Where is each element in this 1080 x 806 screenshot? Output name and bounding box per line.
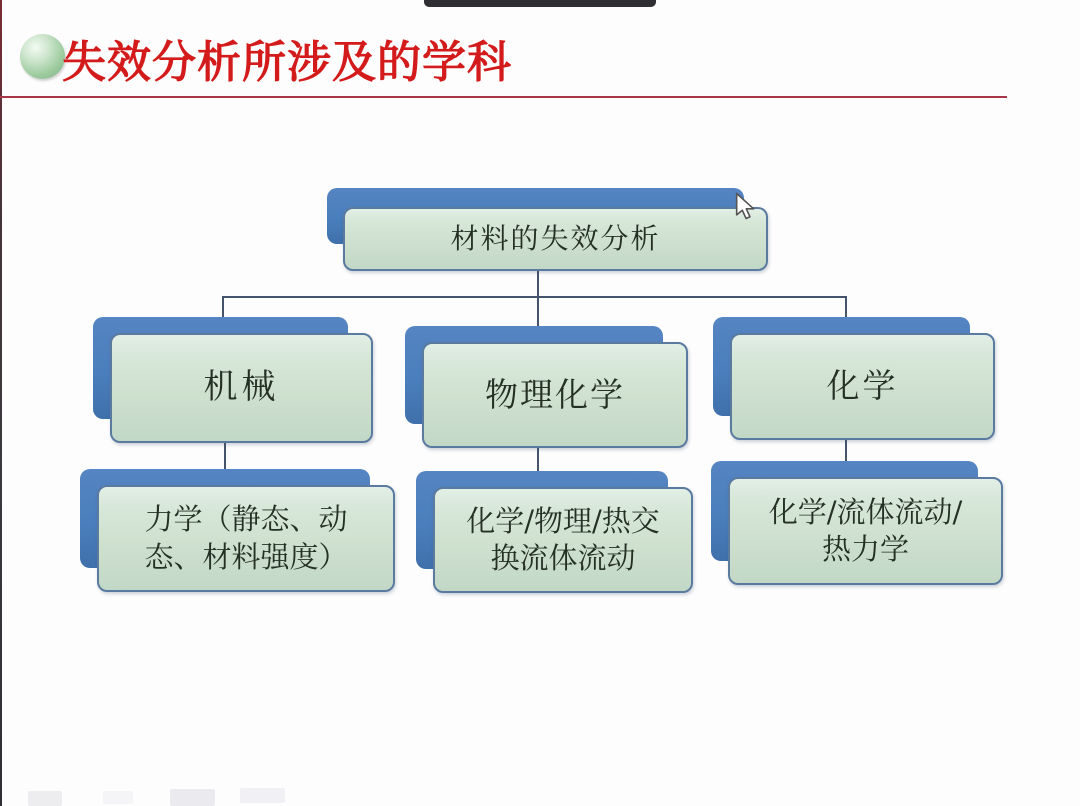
window-top-bar: [424, 0, 656, 7]
bottom-artifact: [170, 789, 215, 806]
sphere-bullet-icon: [20, 34, 65, 79]
node-face: [97, 485, 395, 592]
node-label: 物理化学: [485, 374, 625, 414]
node-face: [422, 342, 688, 448]
node-label: 热力学: [821, 532, 909, 566]
node-face: [343, 207, 768, 271]
connector-mechanical-child: [224, 441, 226, 471]
node-label: 化学/流体流动/: [768, 494, 963, 529]
node-label: 换流体流动: [490, 541, 636, 575]
node-chemistry: [730, 333, 995, 440]
node-chem-fluid-thermo: [728, 477, 1003, 585]
bottom-artifact: [28, 791, 62, 806]
bottom-artifact: [240, 788, 285, 803]
node-label: 材料的失效分析: [450, 222, 661, 256]
node-chem-phys-heat: [433, 487, 693, 593]
node-face: [433, 487, 693, 593]
node-physical-chemistry: [422, 342, 688, 448]
node-face: [730, 333, 995, 440]
connector-root-stem: [537, 271, 539, 298]
node-label: 态、材料强度）: [144, 539, 348, 574]
node-face: [110, 333, 373, 443]
bottom-artifact: [103, 791, 133, 804]
connector-horizontal-bar: [222, 296, 847, 298]
node-root: [343, 207, 768, 271]
arrow-cursor-icon: [735, 192, 759, 225]
node-mechanical: [110, 333, 373, 443]
node-label: 力学（静态、动: [144, 502, 348, 537]
node-label: 化学: [826, 366, 899, 406]
slide-title: 失效分析所涉及的学科: [62, 38, 512, 87]
node-face: [728, 477, 1003, 585]
node-label: 化学/物理/热交: [466, 503, 660, 538]
left-edge-strip: [0, 0, 2, 806]
connector-drop-physical-chemistry: [537, 296, 539, 329]
node-mechanics: [97, 485, 395, 592]
title-underline: [0, 96, 1007, 98]
connector-physical-chemistry-child: [537, 446, 539, 472]
node-label: 机械: [203, 367, 280, 408]
